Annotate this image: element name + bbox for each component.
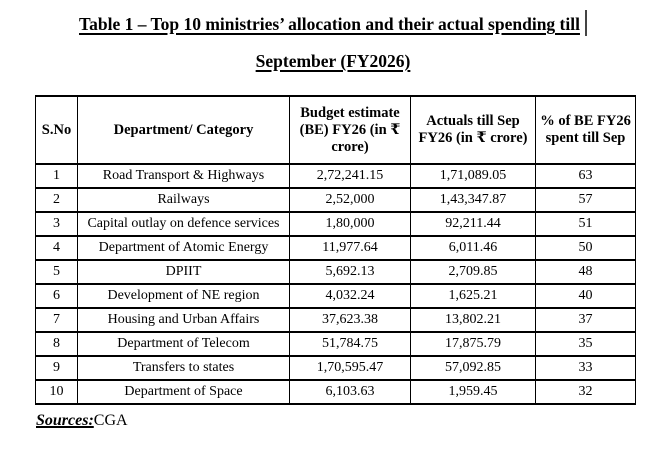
- cell-actuals: 92,211.44: [411, 212, 536, 236]
- cell-sno: 3: [36, 212, 78, 236]
- cell-department: Development of NE region: [78, 284, 290, 308]
- cell-percent: 63: [536, 164, 636, 188]
- ministries-spending-table: [35, 95, 636, 405]
- sources-line: [36, 412, 666, 430]
- cell-sno: 5: [36, 260, 78, 284]
- cell-budget: 6,103.63: [290, 380, 411, 404]
- cell-percent: 33: [536, 356, 636, 380]
- cell-department: Housing and Urban Affairs: [78, 308, 290, 332]
- text-cursor: [585, 10, 587, 36]
- cell-budget: 4,032.24: [290, 284, 411, 308]
- cell-percent: 32: [536, 380, 636, 404]
- cell-percent: 35: [536, 332, 636, 356]
- cell-department: Department of Atomic Energy: [78, 236, 290, 260]
- cell-sno: 4: [36, 236, 78, 260]
- cell-department: Department of Space: [78, 380, 290, 404]
- cell-budget: 51,784.75: [290, 332, 411, 356]
- cell-department: Capital outlay on defence services: [78, 212, 290, 236]
- cell-sno: 9: [36, 356, 78, 380]
- title-line-1: [0, 6, 666, 43]
- cell-actuals: 1,71,089.05: [411, 164, 536, 188]
- table-row: [36, 308, 636, 332]
- table-row: [36, 236, 636, 260]
- cell-percent: 51: [536, 212, 636, 236]
- cell-actuals: 57,092.85: [411, 356, 536, 380]
- cell-department: Road Transport & Highways: [78, 164, 290, 188]
- cell-department: Department of Telecom: [78, 332, 290, 356]
- cell-department: Transfers to states: [78, 356, 290, 380]
- sources-value: CGA: [93, 412, 128, 429]
- header-department: Department/ Category: [78, 96, 290, 164]
- table-row: [36, 212, 636, 236]
- cell-sno: 6: [36, 284, 78, 308]
- cell-budget: 2,52,000: [290, 188, 411, 212]
- table-row: [36, 260, 636, 284]
- title-line-2-text: September (FY2026): [255, 51, 411, 71]
- cell-sno: 7: [36, 308, 78, 332]
- cell-percent: 37: [536, 308, 636, 332]
- cell-percent: 57: [536, 188, 636, 212]
- header-actuals: Actuals till Sep FY26 (in ₹ crore): [411, 96, 536, 164]
- table-row: [36, 164, 636, 188]
- cell-actuals: 2,709.85: [411, 260, 536, 284]
- sources-label: Sources:: [36, 412, 94, 429]
- cell-budget: 5,692.13: [290, 260, 411, 284]
- cell-budget: 1,70,595.47: [290, 356, 411, 380]
- cell-department: Railways: [78, 188, 290, 212]
- cell-budget: 2,72,241.15: [290, 164, 411, 188]
- cell-sno: 10: [36, 380, 78, 404]
- cell-actuals: 6,011.46: [411, 236, 536, 260]
- title-line-1-text: Table 1 – Top 10 ministries’ allocation and their actual spending till: [79, 14, 580, 34]
- cell-sno: 8: [36, 332, 78, 356]
- cell-actuals: 1,43,347.87: [411, 188, 536, 212]
- title-line-2: [0, 43, 666, 80]
- table-row: [36, 380, 636, 404]
- table-row: [36, 332, 636, 356]
- header-row: [36, 96, 636, 164]
- header-budget: Budget estimate (BE) FY26 (in ₹ crore): [290, 96, 411, 164]
- header-percent: % of BE FY26 spent till Sep: [536, 96, 636, 164]
- cell-percent: 50: [536, 236, 636, 260]
- cell-budget: 1,80,000: [290, 212, 411, 236]
- table-title: [0, 0, 666, 80]
- cell-department: DPIIT: [78, 260, 290, 284]
- table-row: [36, 356, 636, 380]
- cell-budget: 37,623.38: [290, 308, 411, 332]
- cell-actuals: 1,625.21: [411, 284, 536, 308]
- cell-actuals: 13,802.21: [411, 308, 536, 332]
- table-row: [36, 284, 636, 308]
- cell-percent: 40: [536, 284, 636, 308]
- cell-actuals: 1,959.45: [411, 380, 536, 404]
- header-sno: S.No: [36, 96, 78, 164]
- table-row: [36, 188, 636, 212]
- cell-sno: 2: [36, 188, 78, 212]
- cell-actuals: 17,875.79: [411, 332, 536, 356]
- cell-budget: 11,977.64: [290, 236, 411, 260]
- cell-sno: 1: [36, 164, 78, 188]
- cell-percent: 48: [536, 260, 636, 284]
